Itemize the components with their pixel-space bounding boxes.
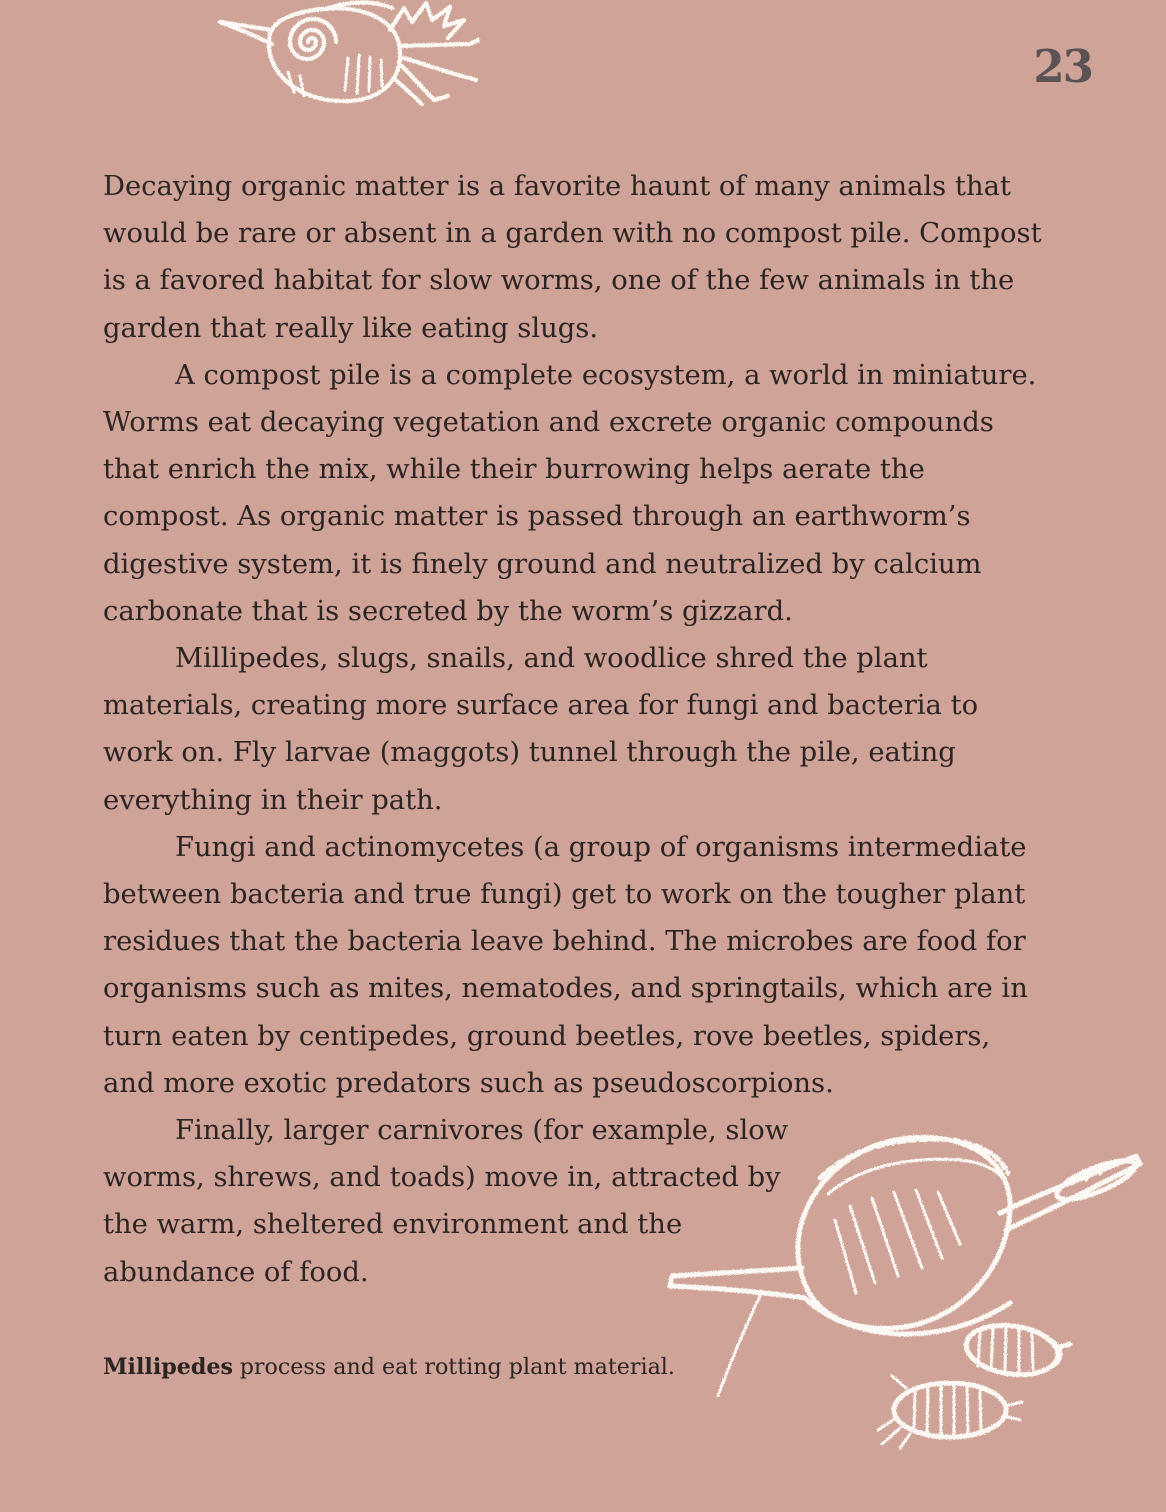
text-line: garden that really like eating slugs. <box>103 312 599 344</box>
slug-head <box>1000 1156 1140 1230</box>
text-line: turn eaten by centipedes, ground beetles, rove beetles, spiders, <box>103 1020 991 1052</box>
text-line: worms, shrews, and toads) move in, attracted by <box>103 1162 781 1194</box>
text-line: Fungi and actinomycetes (a group of organisms intermediate <box>175 831 1027 863</box>
page-number: 23 <box>1033 40 1092 93</box>
caption-term: Millipedes <box>103 1354 234 1380</box>
text-line: work on. Fly larvae (maggots) tunnel through the pile, eating <box>103 737 956 769</box>
slug-shell-outline <box>798 1137 1010 1328</box>
text-line: abundance of food. <box>103 1256 369 1288</box>
text-line: and more exotic predators such as pseudoscorpions. <box>103 1067 834 1099</box>
caption <box>103 1352 675 1382</box>
snail-shell-outline <box>269 8 400 101</box>
slug-and-woodlice-illustration <box>660 1118 1150 1458</box>
slug-shell-ridge-inner <box>828 1159 1006 1194</box>
text-line: is a favored habitat for slow worms, one of the few animals in the <box>103 265 1015 297</box>
slug-shell-ridge <box>820 1139 1008 1178</box>
woodlouse-segments <box>914 1383 981 1437</box>
text-line: the warm, sheltered environment and the <box>103 1209 683 1241</box>
text-line: Worms eat decaying vegetation and excrete organic compounds <box>103 407 994 439</box>
text-line: Millipedes, slugs, snails, and woodlice shred the plant <box>175 643 928 675</box>
snail-shell-spiral <box>290 19 336 59</box>
text-line: that enrich the mix, while their burrowing helps aerate the <box>103 454 925 486</box>
text-line: carbonate that is secreted by the worm’s gizzard. <box>103 595 793 627</box>
paragraph <box>103 824 1042 1107</box>
text-line: would be rare or absent in a garden with no compost pile. Compost <box>103 218 1042 250</box>
woodlouse-head <box>1048 1340 1070 1366</box>
text-line: residues that the bacteria leave behind. The microbes are food for <box>103 926 1026 958</box>
text-line: A compost pile is a complete ecosystem, a world in miniature. <box>175 359 1037 391</box>
slug-shell-hatching <box>835 1190 960 1293</box>
text-line: Decaying organic matter is a favorite haunt of many animals that <box>103 171 1011 202</box>
woodlouse-body <box>894 1383 1006 1437</box>
caption-text: process and eat rotting plant material. <box>239 1354 675 1380</box>
text-line: organisms such as mites, nematodes, and springtails, which are in <box>103 973 1028 1005</box>
snail-tail <box>220 22 272 44</box>
snail-illustration <box>208 0 488 110</box>
text-line: between bacteria and true fungi) get to work on the tougher plant <box>103 879 1026 911</box>
text-line: digestive system, it is finely ground and neutralized by calcium <box>103 548 982 580</box>
slug-trail <box>718 1296 760 1396</box>
text-line: compost. As organic matter is passed through an earthworm’s <box>103 501 971 533</box>
snail-antennae <box>396 40 478 104</box>
text-line: materials, creating more surface area for fungi and bacteria to <box>103 690 979 722</box>
snail-shell-hatching <box>288 55 382 96</box>
paragraph <box>103 163 1042 352</box>
paragraph <box>103 352 1042 635</box>
text-line: Finally, larger carnivores (for example, slow <box>175 1115 789 1147</box>
text-line: everything in their path. <box>103 784 443 816</box>
paragraph <box>103 635 1042 824</box>
slug-tentacle <box>1053 1153 1140 1207</box>
slug-tail <box>670 1268 805 1298</box>
